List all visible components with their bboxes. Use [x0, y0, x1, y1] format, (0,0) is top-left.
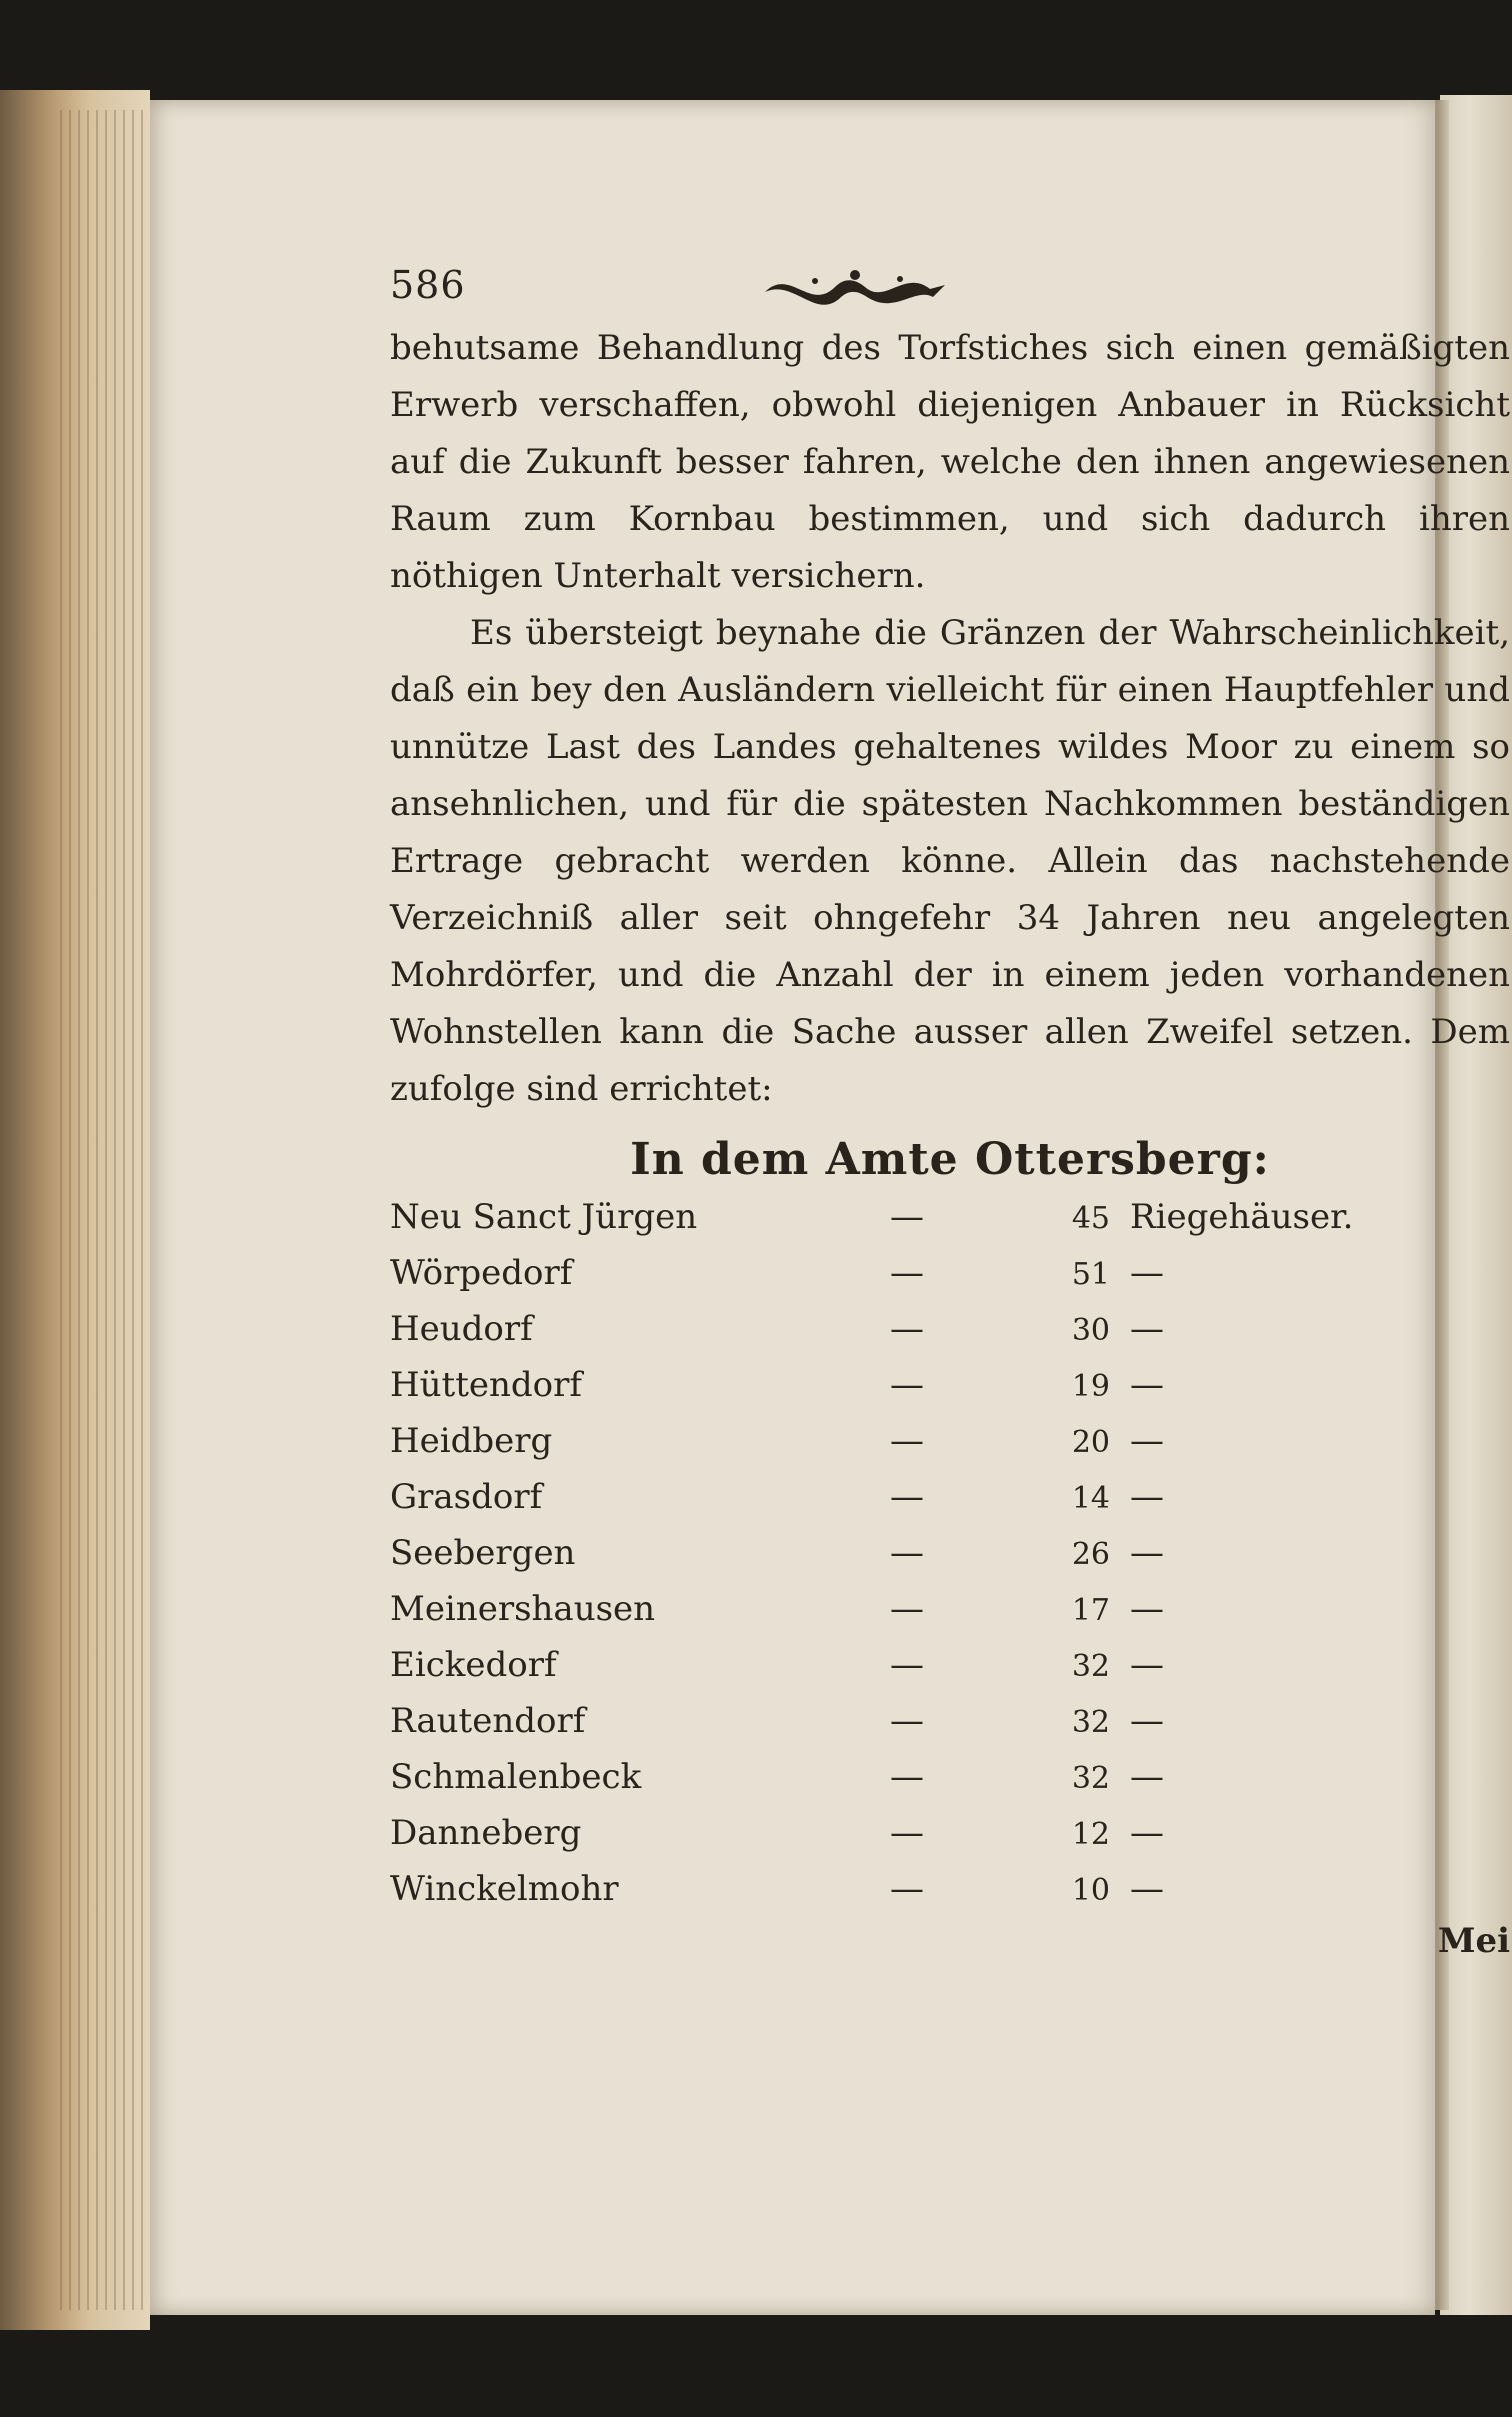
- dash: —: [1130, 1869, 1164, 1909]
- dash: —: [1130, 1645, 1164, 1685]
- village-name: Seebergen: [390, 1533, 576, 1573]
- dash: —: [1130, 1813, 1164, 1853]
- catchword-row: [390, 1921, 1510, 1977]
- dash: —: [890, 1589, 924, 1629]
- village-name: Neu Sanct Jürgen: [390, 1197, 698, 1237]
- table-row: [390, 1305, 1510, 1361]
- catchword: Mei: [1437, 1921, 1510, 1961]
- table-row: [390, 1193, 1510, 1249]
- book-page: [150, 100, 1510, 2315]
- table-row: [390, 1809, 1510, 1865]
- village-name: Winckelmohr: [390, 1869, 619, 1909]
- dash: —: [1130, 1253, 1164, 1293]
- village-name: Danneberg: [390, 1813, 582, 1853]
- dash: —: [1130, 1309, 1164, 1349]
- house-count: 12: [1071, 1817, 1110, 1852]
- page-stack-edges: [60, 110, 155, 2310]
- table-row: [390, 1697, 1510, 1753]
- unit-label: Riegehäuser.: [1130, 1197, 1354, 1237]
- table-row: [390, 1529, 1510, 1585]
- house-count: 32: [1071, 1761, 1110, 1796]
- dash: —: [1130, 1757, 1164, 1797]
- dash: —: [890, 1869, 924, 1909]
- dash: —: [1130, 1365, 1164, 1405]
- table-row: [390, 1753, 1510, 1809]
- house-count: 10: [1071, 1873, 1110, 1908]
- house-count: 45: [1071, 1201, 1110, 1236]
- dash: —: [1130, 1421, 1164, 1461]
- page-header: [390, 245, 1510, 320]
- table-row: [390, 1641, 1510, 1697]
- village-name: Heudorf: [390, 1309, 533, 1349]
- dash: —: [890, 1813, 924, 1853]
- paragraph: behutsame Behandlung des Torfstiches sich einen gemäßigten Erwerb verschaffen, obwohl diejenigen Anbauer in Rücksicht auf die Zukunft besser fahren, welche den ihnen angewiesenen Raum zum Kornbau bestimmen, und sich dadurch ihren nöthigen Unterhalt versichern.: [390, 328, 1510, 596]
- table-row: [390, 1585, 1510, 1641]
- page-content: [390, 245, 1510, 1977]
- house-count: 14: [1071, 1481, 1110, 1516]
- village-name: Eickedorf: [390, 1645, 557, 1685]
- table-row: [390, 1249, 1510, 1305]
- house-count: 17: [1071, 1593, 1110, 1628]
- village-name: Hüttendorf: [390, 1365, 582, 1405]
- dash: —: [890, 1533, 924, 1573]
- table-row: [390, 1865, 1510, 1921]
- village-name: Rautendorf: [390, 1701, 586, 1741]
- section-heading: In dem Amte Ottersberg:: [630, 1134, 1270, 1185]
- dash: —: [1130, 1701, 1164, 1741]
- house-count: 19: [1071, 1369, 1110, 1404]
- dash: —: [890, 1309, 924, 1349]
- dash: —: [890, 1757, 924, 1797]
- dash: —: [890, 1421, 924, 1461]
- table-row: [390, 1417, 1510, 1473]
- dash: —: [890, 1365, 924, 1405]
- dash: —: [890, 1477, 924, 1517]
- house-count: 30: [1071, 1313, 1110, 1348]
- table-row: [390, 1361, 1510, 1417]
- dash: —: [890, 1645, 924, 1685]
- village-table: [390, 1193, 1510, 1977]
- body-text: [390, 320, 1510, 1118]
- house-count: 32: [1071, 1649, 1110, 1684]
- dash: —: [1130, 1533, 1164, 1573]
- house-count: 51: [1071, 1257, 1110, 1292]
- village-name: Schmalenbeck: [390, 1757, 642, 1797]
- village-name: Meinershausen: [390, 1589, 656, 1629]
- house-count: 20: [1071, 1425, 1110, 1460]
- village-name: Heidberg: [390, 1421, 553, 1461]
- ornament-icon: [755, 257, 955, 317]
- village-name: Grasdorf: [390, 1477, 543, 1517]
- dash: —: [1130, 1477, 1164, 1517]
- page-number: 586: [390, 263, 466, 307]
- house-count: 32: [1071, 1705, 1110, 1740]
- dash: —: [1130, 1589, 1164, 1629]
- table-row: [390, 1473, 1510, 1529]
- house-count: 26: [1071, 1537, 1110, 1572]
- dash: —: [890, 1253, 924, 1293]
- dash: —: [890, 1701, 924, 1741]
- village-name: Wörpedorf: [390, 1253, 573, 1293]
- dash: —: [890, 1197, 924, 1237]
- paragraph: Es übersteigt beynahe die Gränzen der Wahrscheinlichkeit, daß ein bey den Ausländern vielleicht für einen Hauptfehler und unnütze Last des Landes gehaltenes wildes Moor zu einem so ansehnlichen, und für die spätesten Nachkommen beständigen Ertrage gebracht werden könne. Allein das nachstehende Verzeichniß aller seit ohngefehr 34 Jahren neu angelegten Mohrdörfer, und die Anzahl der in einem jeden vorhandenen Wohnstellen kann die Sache ausser allen Zweifel setzen. Dem zufolge sind errichtet:: [390, 613, 1510, 1109]
